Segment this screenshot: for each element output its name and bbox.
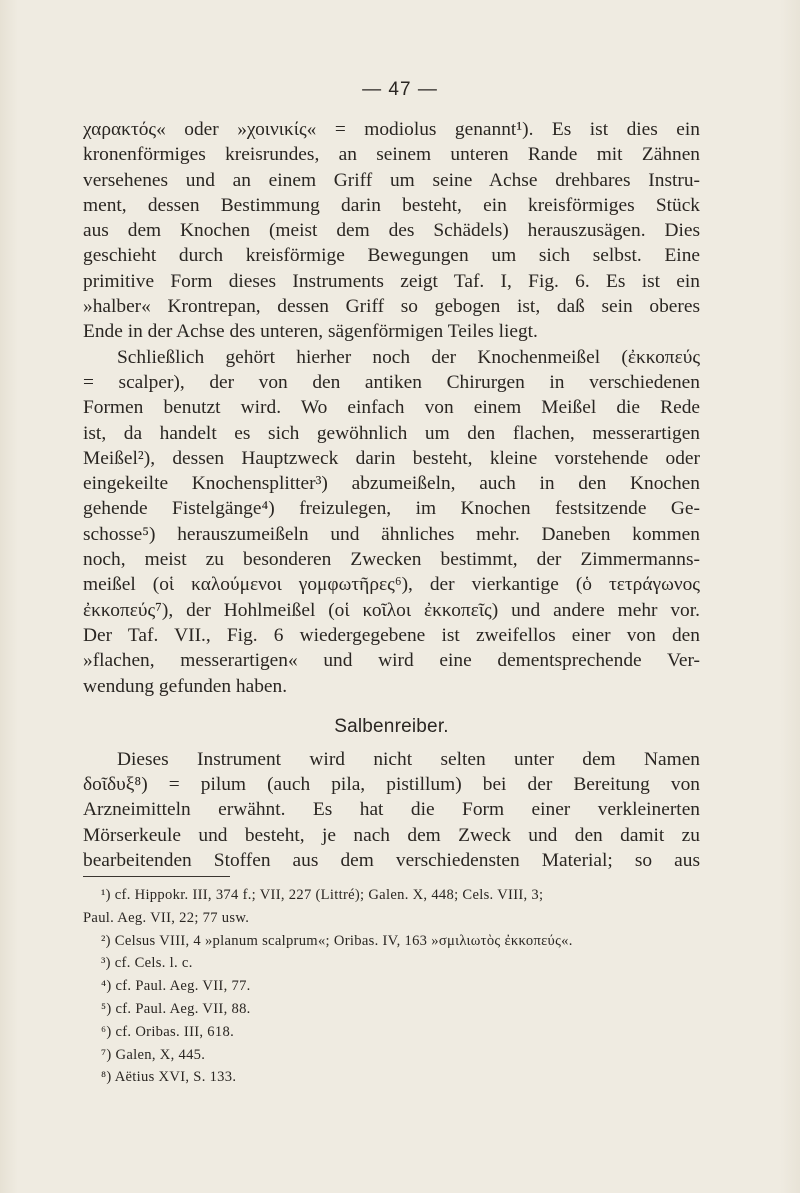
footnote: ⁴) cf. Paul. Aeg. VII, 77. <box>101 978 251 995</box>
text-line: meißel (οἱ καλούμενοι γομφωτῆρες⁶), der vierkantige (ὁ τετράγωνος <box>83 574 700 596</box>
footnotes <box>83 884 703 1089</box>
footnote: ¹) cf. Hippokr. III, 374 f.; VII, 227 (Littré); Galen. X, 448; Cels. VIII, 3; <box>101 887 544 903</box>
text-line: gehende Fistelgänge⁴) freizulegen, im Knochen festsitzende Ge- <box>83 498 700 520</box>
footnote: ³) cf. Cels. l. c. <box>101 955 193 972</box>
text-line: ἐκκοπεύς⁷), der Hohlmeißel (οἱ κοῖλοι ἐκκοπεῖς) und andere mehr vor. <box>83 599 700 621</box>
text-line: δοῖδυξ⁸) = pilum (auch pila, pistillum) bei der Bereitung von <box>83 774 700 796</box>
text-line: »halber« Krontrepan, dessen Griff so gebogen ist, daß sein oberes <box>83 296 700 318</box>
footnote: ⁸) Aëtius XVI, S. 133. <box>101 1069 237 1086</box>
text-line: ment, dessen Bestimmung darin besteht, ein kreisförmiges Stück <box>83 194 700 216</box>
text-line: wendung gefunden haben. <box>83 675 288 697</box>
footnote: ⁵) cf. Paul. Aeg. VII, 88. <box>101 1000 251 1017</box>
text-line: versehenes und an einem Griff um seine Achse drehbares Instru- <box>83 169 700 191</box>
text-line: bearbeitenden Stoffen aus dem verschiedensten Material; so aus <box>83 850 700 872</box>
text-line: geschieht durch kreisförmige Bewegungen um sich selbst. Eine <box>83 245 700 267</box>
page-number: — 47 — <box>362 79 438 100</box>
text-line: Mörserkeule und besteht, je nach dem Zweck und den damit zu <box>83 824 700 846</box>
footnote: ⁷) Galen, X, 445. <box>101 1046 206 1063</box>
text-line: Ende in der Achse des unteren, sägenförmigen Teiles liegt. <box>83 321 538 343</box>
text-line: χαρακτός« oder »χοινικίς« = modiolus genannt¹). Es ist dies ein <box>83 119 700 140</box>
text-line: ist, da handelt es sich gewöhnlich um den flachen, messerartigen <box>83 422 700 444</box>
text-line: »flachen, messerartigen« und wird eine dementsprechende Ver- <box>83 650 700 672</box>
text-line: Der Taf. VII., Fig. 6 wiedergegebene ist zweifellos einer von den <box>83 624 700 646</box>
footnote: ²) Celsus VIII, 4 »planum scalprum«; Oribas. IV, 163 »σμιλιωτὸς ἐκκοπεύς«. <box>101 932 573 949</box>
footnote-rule <box>83 876 230 877</box>
text-line: noch, meist zu besonderen Zwecken bestimmt, der Zimmermanns- <box>83 549 700 571</box>
section-heading: Salbenreiber. <box>334 715 449 737</box>
text-line: Formen benutzt wird. Wo einfach von einem Meißel die Rede <box>83 397 700 419</box>
text-line: kronenförmiges kreisrundes, an seinem unteren Rande mit Zähnen <box>83 144 700 166</box>
text-line: Arzneimitteln erwähnt. Es hat die Form einer verkleinerten <box>83 799 700 821</box>
text-line: Schließlich gehört hierher noch der Knochenmeißel (ἐκκοπεύς <box>117 346 700 368</box>
text-line: Meißel²), dessen Hauptzweck darin besteht, kleine vorstehende oder <box>83 447 700 469</box>
text-line: eingekeilte Knochensplitter³) abzumeißeln, auch in den Knochen <box>83 473 700 495</box>
text-line: aus dem Knochen (meist dem des Schädels) herauszusägen. Dies <box>83 220 700 242</box>
text-line: schosse⁵) herauszumeißeln und ähnliches mehr. Daneben kommen <box>83 523 700 545</box>
main-text <box>83 117 700 873</box>
footnote: ⁶) cf. Oribas. III, 618. <box>101 1023 235 1040</box>
text-line: Dieses Instrument wird nicht selten unter dem Namen <box>117 748 700 770</box>
text-line: = scalper), der von den antiken Chirurgen in verschiedenen <box>83 371 700 393</box>
text-line: primitive Form dieses Instruments zeigt Taf. I, Fig. 6. Es ist ein <box>83 270 700 292</box>
footnote: Paul. Aeg. VII, 22; 77 usw. <box>83 909 250 926</box>
